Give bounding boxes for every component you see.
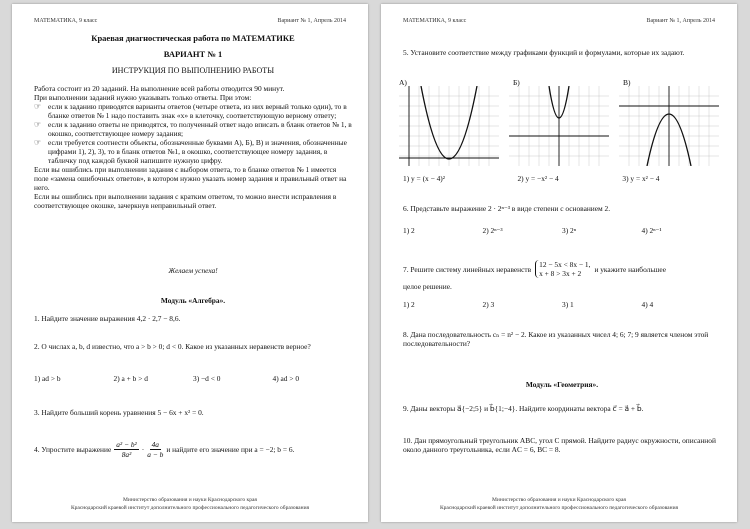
answer-option: 3) y = x² − 4 bbox=[622, 174, 660, 183]
question-3: 3. Найдите больший корень уравнения 5 − 6x + x² = 0. bbox=[34, 408, 204, 417]
pointing-hand-icon: ☞ bbox=[34, 120, 42, 129]
question-4-text: и найдите его значение при a = −2; b = 6. bbox=[166, 445, 295, 454]
header-variant: Вариант № 1, Апрель 2014 bbox=[277, 18, 346, 24]
pointing-hand-icon: ☞ bbox=[34, 138, 42, 147]
header-subject: МАТЕМАТИКА, 9 класс bbox=[34, 18, 98, 24]
intro-text: При выполнении заданий нужно указывать только ответы. При этом: bbox=[34, 93, 252, 102]
denominator: 8a² bbox=[121, 450, 132, 459]
answer-option: 1) 2 bbox=[403, 226, 415, 235]
answer-option: 2) 2ⁿ⁻³ bbox=[482, 226, 503, 235]
answer-option: 1) ad > b bbox=[34, 374, 61, 383]
error-note: Если вы ошиблись при выполнении задания с выбором ответа, то в бланке ответов № 1 имеется поле «замена ошибочных ответов», в котором нужно указать номер задания и правильный ответ на него. bbox=[34, 165, 347, 192]
answer-option: 2) 3 bbox=[482, 300, 495, 309]
page-header bbox=[403, 18, 715, 24]
module-title: Модуль «Геометрия». bbox=[525, 380, 599, 389]
graph-label: Б) bbox=[513, 78, 520, 87]
inequality-line: x + 8 > 3x + 2 bbox=[539, 269, 582, 278]
footer-line: Министерство образования и науки Краснодарского края bbox=[123, 497, 257, 503]
question-7-text: целое решение. bbox=[403, 282, 452, 291]
bullet-text: если требуется соотнести объекты, обозначенные буквами А), Б), В) и значения, обозначенные цифрами 1), 2), 3), то в бланк ответов №1, в окошко, соответствующее номеру задания, в табличку под каждой буквой напишите нужную цифру. bbox=[48, 138, 347, 165]
question-4-text: 4. Упростите выражение bbox=[34, 445, 112, 454]
graph-b-plot bbox=[509, 86, 609, 166]
graph-label: А) bbox=[399, 78, 407, 87]
page-header bbox=[34, 18, 346, 24]
answer-option: 3) −d < 0 bbox=[193, 374, 221, 383]
footer-line: Краснодарский краевой институт дополнительного профессионального педагогического образования bbox=[439, 505, 679, 511]
answer-option: 3) 2ⁿ bbox=[562, 226, 577, 235]
header-subject: МАТЕМАТИКА, 9 класс bbox=[403, 18, 467, 24]
question-4 bbox=[34, 440, 352, 459]
question-7-text: 7. Решите систему линейных неравенств bbox=[403, 264, 532, 274]
graph-a-plot bbox=[399, 86, 499, 166]
question-7-options bbox=[403, 300, 721, 309]
inequality-line: 12 − 5x < 8x − 1, bbox=[539, 260, 591, 269]
question-6-options bbox=[403, 226, 721, 235]
answer-option: 4) 4 bbox=[641, 300, 654, 309]
grid bbox=[399, 86, 499, 166]
fraction bbox=[147, 440, 163, 459]
page-footer bbox=[381, 496, 737, 512]
question-2: 2. О числах a, b, d известно, что a > b > 0; d < 0. Какое из указанных неравенств верное? bbox=[34, 342, 311, 351]
footer-line: Краснодарский краевой институт дополнительного профессионального педагогического образования bbox=[70, 505, 310, 511]
header-variant: Вариант № 1, Апрель 2014 bbox=[646, 18, 715, 24]
answer-option: 1) 2 bbox=[403, 300, 415, 309]
instructions bbox=[34, 84, 352, 210]
bullet-text: если к заданию ответы не приводятся, то полученный ответ надо вписать в бланк ответов № 1, в окошко, соответствующее номеру задания; bbox=[48, 120, 352, 138]
fraction bbox=[114, 440, 139, 459]
graph-b bbox=[509, 78, 609, 166]
question-1: 1. Найдите значение выражения 4,2 · 2,7 − 8,6. bbox=[34, 314, 181, 323]
multiply-sign: · bbox=[141, 445, 145, 454]
answer-option: 1) y = (x − 4)² bbox=[403, 174, 445, 183]
answer-option: 4) ad > 0 bbox=[272, 374, 300, 383]
doc-title: Краевая диагностическая работа по МАТЕМАТИКЕ bbox=[91, 33, 295, 43]
question-8: 8. Дана последовательность cₙ = n² − 2. Какое из указанных чисел 4; 6; 7; 9 является членом этой последовательности? bbox=[403, 330, 709, 348]
answer-option: 3) 1 bbox=[562, 300, 574, 309]
question-5: 5. Установите соответствие между графиками функций и формулами, которые их задают. bbox=[403, 48, 685, 57]
bullet-item bbox=[34, 120, 352, 138]
answer-option: 2) y = −x² − 4 bbox=[517, 174, 559, 183]
numerator: 4a bbox=[151, 440, 159, 449]
module-title: Модуль «Алгебра». bbox=[160, 296, 226, 305]
intro-text: Работа состоит из 20 заданий. На выполнение всей работы отводится 90 минут. bbox=[34, 84, 285, 93]
footer-line: Министерство образования и науки Краснодарского края bbox=[492, 497, 626, 503]
bullet-text: если к заданию приводятся варианты ответов (четыре ответа, из них верный только один), то в бланке ответов № 1 надо поставить знак «x» в клеточку, соответствующую верному ответу; bbox=[48, 102, 347, 120]
bullet-item bbox=[34, 138, 352, 165]
graph-c bbox=[619, 78, 719, 166]
error-note: Если вы ошиблись при выполнении задания с кратким ответом, то можно внести исправления в соответствующее окошке, зачеркнув неправильный ответ. bbox=[34, 192, 337, 210]
question-2-options bbox=[34, 374, 352, 383]
question-5-options bbox=[403, 174, 721, 183]
question-9: 9. Даны векторы a⃗{−2;5} и b⃗{1;−4}. Найдите координаты вектора c⃗ = a⃗ + b⃗. bbox=[403, 404, 644, 413]
page-right bbox=[381, 4, 737, 522]
page-left bbox=[12, 4, 368, 522]
denominator: a − b bbox=[147, 450, 164, 459]
answer-option: 4) 2ⁿ⁻¹ bbox=[641, 226, 662, 235]
variant-title: ВАРИАНТ № 1 bbox=[163, 49, 223, 59]
numerator: a² − b² bbox=[116, 440, 137, 449]
graph-c-plot bbox=[619, 86, 719, 166]
pointing-hand-icon: ☞ bbox=[34, 102, 42, 111]
graph-label: В) bbox=[623, 78, 631, 87]
answer-option: 2) a + b > d bbox=[113, 374, 148, 383]
bullet-item bbox=[34, 102, 352, 120]
question-7 bbox=[403, 260, 721, 278]
question-6: 6. Представьте выражение 2 · 2ⁿ⁻³ в виде степени с основанием 2. bbox=[403, 204, 611, 213]
wish-text: Желаем успеха! bbox=[168, 266, 218, 275]
inequality-system bbox=[535, 260, 590, 278]
graph-a bbox=[399, 78, 499, 166]
instruction-title: ИНСТРУКЦИЯ ПО ВЫПОЛНЕНИЮ РАБОТЫ bbox=[111, 66, 275, 75]
question-7-text: и укажите наибольшее bbox=[594, 264, 666, 274]
question-10: 10. Дан прямоугольный треугольник ABC, угол C прямой. Найдите радиус окружности, описанной около данного треугольника, если AC = 6, BC = 8. bbox=[403, 436, 716, 454]
page-footer bbox=[12, 496, 368, 512]
